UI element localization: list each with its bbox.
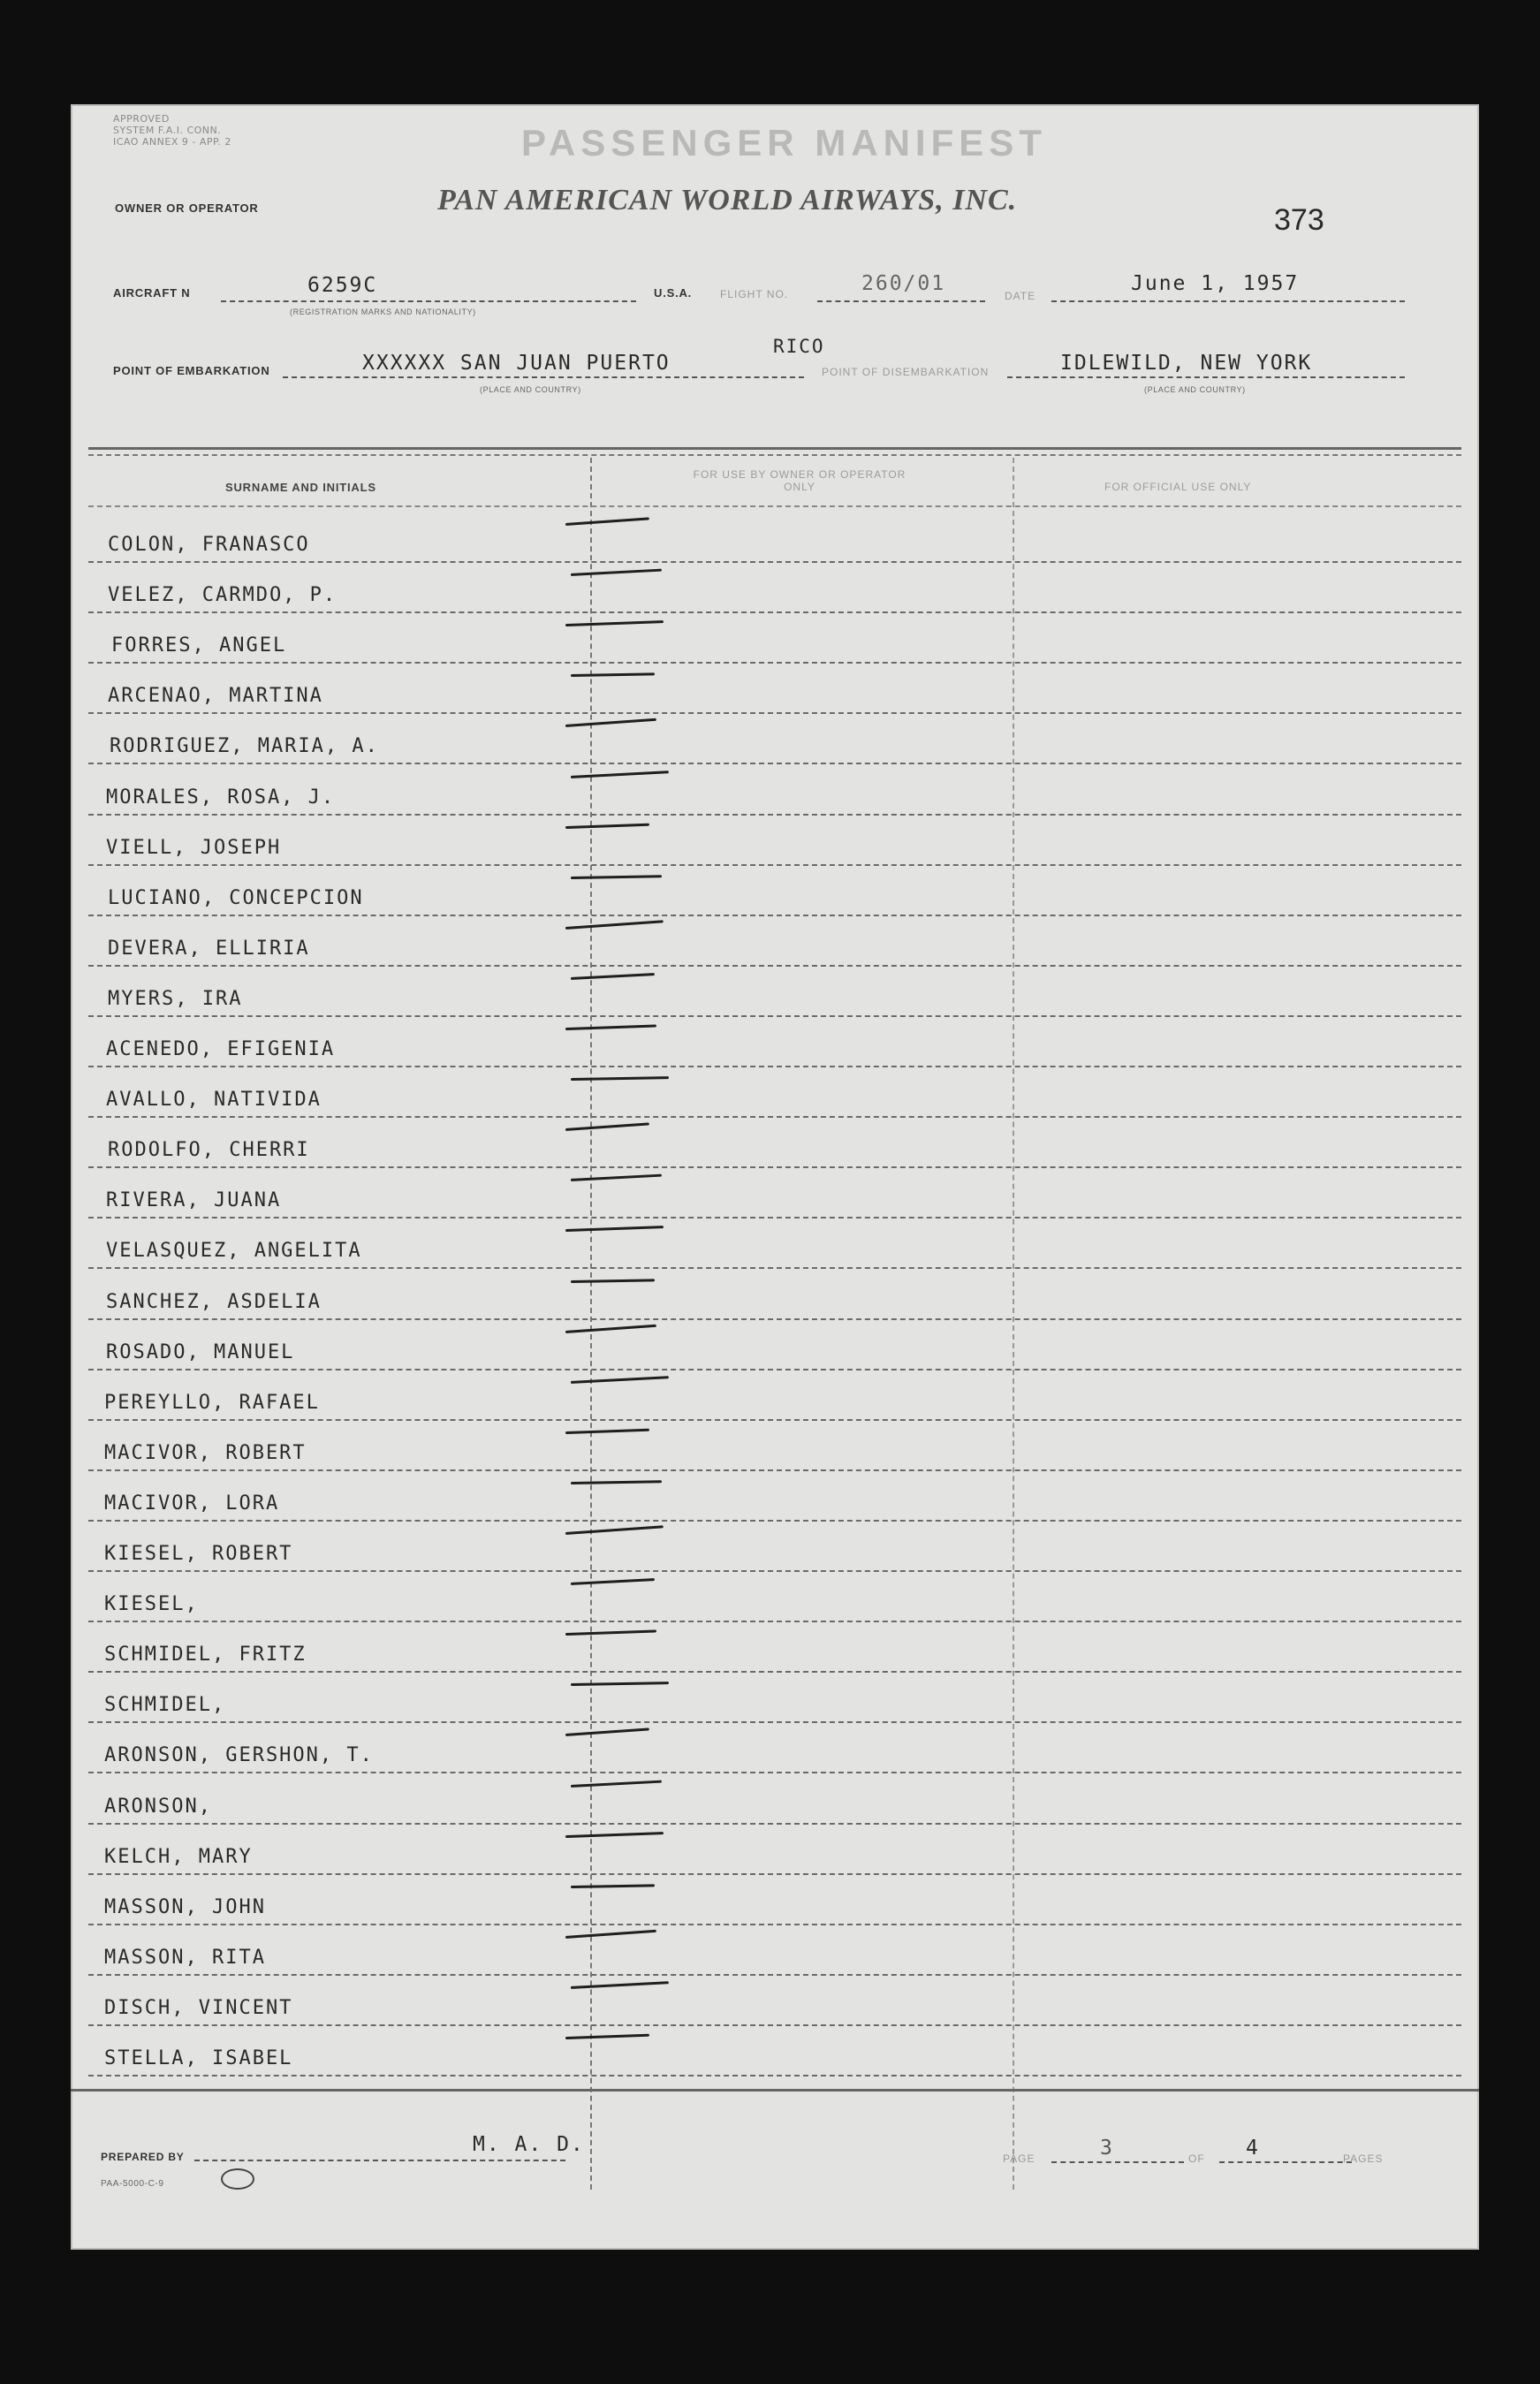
check-tick-mark [565, 1024, 656, 1030]
check-tick-mark [565, 1930, 656, 1939]
prepared-label: PREPARED BY [101, 2151, 185, 2163]
check-tick-mark [565, 920, 664, 930]
passenger-name: LUCIANO, CONCEPCION [108, 886, 364, 909]
table-row [71, 1825, 1479, 1875]
embark-value: XXXXXX SAN JUAN PUERTO [362, 352, 671, 375]
passenger-name: VIELL, JOSEPH [106, 836, 282, 859]
check-tick-mark [565, 1123, 649, 1132]
page-value: 3 [1100, 2137, 1114, 2160]
table-row [71, 1270, 1479, 1320]
table-row [71, 1067, 1479, 1118]
owner-label: OWNER OR OPERATOR [115, 201, 259, 215]
approval-line-1: APPROVED [113, 113, 170, 125]
table-row [71, 866, 1479, 916]
passenger-name: SCHMIDEL, FRITZ [104, 1644, 307, 1667]
passenger-name: MASSON, JOHN [104, 1895, 266, 1918]
passenger-name: MASSON, RITA [104, 1946, 266, 1969]
date-value: June 1, 1957 [1131, 272, 1300, 295]
flight-value: 260/01 [861, 272, 946, 295]
table-row [71, 916, 1479, 967]
check-tick-mark [565, 1630, 656, 1636]
table-row [71, 1572, 1479, 1622]
passenger-name: PEREYLLO, RAFAEL [104, 1391, 320, 1414]
manifest-sheet [71, 104, 1479, 2250]
table-row [71, 1421, 1479, 1471]
table-row [71, 1320, 1479, 1370]
table-row [71, 1673, 1479, 1723]
approval-stamp [113, 113, 231, 148]
check-tick-mark [571, 771, 669, 778]
table-row [71, 1017, 1479, 1067]
aircraft-value: 6259C [307, 274, 378, 297]
check-tick-mark [571, 1376, 669, 1384]
check-tick-mark [565, 1525, 664, 1535]
check-tick-mark [571, 875, 662, 879]
col-official-header: FOR OFFICIAL USE ONLY [1104, 481, 1252, 493]
passenger-name: DEVERA, ELLIRIA [108, 937, 310, 960]
col-surname-header: SURNAME AND INITIALS [225, 481, 376, 494]
passenger-name: MYERS, IRA [108, 987, 243, 1010]
check-tick-mark [571, 1279, 655, 1283]
of-label: OF [1188, 2152, 1205, 2165]
approval-line-3: ICAO ANNEX 9 - APP. 2 [113, 136, 231, 148]
table-row [71, 1118, 1479, 1168]
passenger-name: RIVERA, JUANA [106, 1189, 282, 1212]
passenger-name: COLON, FRANASCO [108, 534, 310, 556]
table-row [71, 1774, 1479, 1825]
table-row [71, 1723, 1479, 1773]
table-row [71, 1168, 1479, 1219]
check-tick-mark [571, 1174, 662, 1181]
check-tick-mark [571, 673, 655, 678]
check-tick-mark [571, 1076, 669, 1081]
passenger-name: ARONSON, [104, 1795, 212, 1818]
passenger-name: VELEZ, CARMDO, P. [108, 584, 338, 607]
page-stamp-number: 373 [1274, 203, 1324, 237]
embark-sub: (PLACE AND COUNTRY) [480, 385, 581, 394]
table-row [71, 1370, 1479, 1421]
form-title: PASSENGER MANIFEST [521, 122, 1047, 163]
passenger-name: MORALES, ROSA, J. [106, 786, 336, 809]
check-tick-mark [565, 1324, 656, 1332]
passenger-name: RODRIGUEZ, MARIA, A. [110, 735, 379, 758]
table-row [71, 1976, 1479, 2026]
table-row [71, 2026, 1479, 2077]
disembark-value: IDLEWILD, NEW YORK [1060, 352, 1313, 375]
passenger-name: DISCH, VINCENT [104, 1996, 293, 2019]
table-row [71, 512, 1479, 563]
table-row [71, 1522, 1479, 1572]
embark-overtype: RICO [773, 336, 825, 357]
passenger-name: KIESEL, [104, 1593, 199, 1616]
date-label: DATE [1005, 290, 1036, 302]
table-row [71, 1471, 1479, 1522]
passenger-name: ARONSON, GERSHON, T. [104, 1744, 374, 1767]
table-row [71, 563, 1479, 613]
table-row [71, 1875, 1479, 1925]
check-tick-mark [571, 569, 662, 576]
country-label: U.S.A. [654, 286, 693, 300]
check-tick-mark [565, 1428, 649, 1433]
check-tick-mark [565, 2034, 649, 2039]
passenger-name: STELLA, ISABEL [104, 2047, 293, 2069]
table-row [71, 613, 1479, 664]
check-tick-mark [565, 517, 649, 526]
passenger-name: RODOLFO, CHERRI [108, 1139, 310, 1162]
airline-name: PAN AMERICAN WORLD AIRWAYS, INC. [437, 184, 1018, 216]
check-tick-mark [571, 1981, 669, 1989]
passenger-name: ACENEDO, EFIGENIA [106, 1038, 336, 1060]
check-tick-mark [565, 718, 656, 727]
flight-label: FLIGHT NO. [720, 288, 789, 300]
passenger-name: MACIVOR, ROBERT [104, 1441, 307, 1464]
table-row [71, 714, 1479, 764]
check-tick-mark [565, 1728, 649, 1737]
passenger-name: ARCENAO, MARTINA [108, 685, 323, 708]
check-tick-mark [571, 1682, 669, 1686]
check-tick-mark [565, 620, 664, 626]
table-row [71, 664, 1479, 714]
union-bug-icon [221, 2168, 254, 2190]
disembark-sub: (PLACE AND COUNTRY) [1144, 385, 1246, 394]
passenger-name: KIESEL, ROBERT [104, 1543, 293, 1565]
aircraft-sub: (REGISTRATION MARKS AND NATIONALITY) [290, 307, 476, 316]
table-row [71, 967, 1479, 1017]
prepared-value: M. A. D. [473, 2133, 585, 2156]
check-tick-mark [571, 1480, 662, 1484]
check-tick-mark [571, 1578, 655, 1585]
approval-line-2: SYSTEM F.A.I. CONN. [113, 125, 222, 136]
pages-label: PAGES [1343, 2152, 1384, 2165]
passenger-name: SCHMIDEL, [104, 1694, 226, 1717]
aircraft-label: AIRCRAFT N [113, 286, 191, 300]
col-owner-header: FOR USE BY OWNER OR OPERATOR ONLY [693, 468, 907, 493]
table-row [71, 1622, 1479, 1673]
embark-label: POINT OF EMBARKATION [113, 364, 270, 377]
check-tick-mark [571, 1780, 662, 1787]
check-tick-mark [565, 1832, 664, 1838]
disembark-label: POINT OF DISEMBARKATION [822, 366, 990, 378]
passenger-name: KELCH, MARY [104, 1845, 253, 1868]
passenger-name: VELASQUEZ, ANGELITA [106, 1240, 362, 1263]
table-row [71, 816, 1479, 866]
passenger-name: FORRES, ANGEL [111, 634, 287, 657]
row-rule [88, 2075, 1461, 2077]
passenger-name: MACIVOR, LORA [104, 1492, 280, 1515]
table-row [71, 765, 1479, 816]
table-row [71, 1219, 1479, 1269]
check-tick-mark [571, 1884, 655, 1888]
passenger-name: ROSADO, MANUEL [106, 1340, 295, 1363]
of-value: 4 [1246, 2137, 1260, 2160]
passenger-name: AVALLO, NATIVIDA [106, 1089, 322, 1112]
check-tick-mark [565, 1226, 664, 1233]
page-label: PAGE [1003, 2152, 1036, 2165]
passenger-name: SANCHEZ, ASDELIA [106, 1290, 322, 1313]
check-tick-mark [565, 823, 649, 828]
table-row [71, 1925, 1479, 1976]
check-tick-mark [571, 973, 655, 980]
form-number: PAA-5000-C-9 [101, 2179, 164, 2189]
